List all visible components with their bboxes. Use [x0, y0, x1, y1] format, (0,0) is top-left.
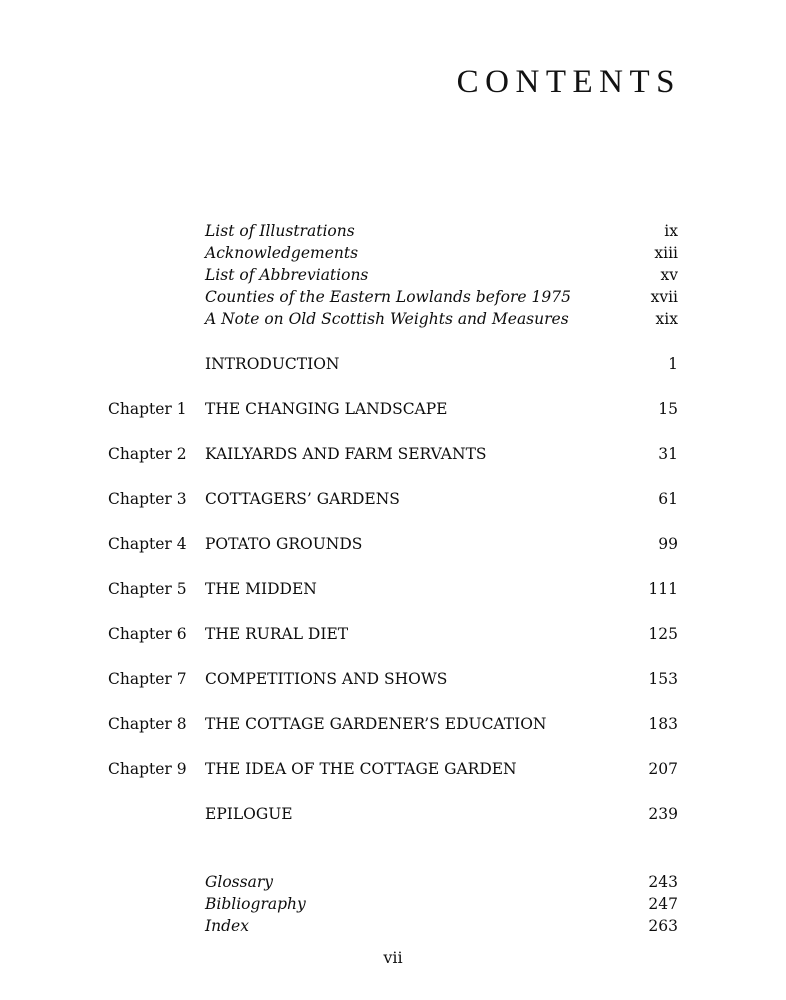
entry-page-number: 99 — [658, 535, 678, 553]
back-matter-group — [108, 875, 678, 941]
entry-page-number: 153 — [648, 670, 678, 688]
entry-title: List of Abbreviations — [205, 266, 369, 284]
entry-title: A Note on Old Scottish Weights and Measures — [205, 310, 569, 328]
entry-title: THE MIDDEN — [205, 580, 317, 598]
entry-page-number: 263 — [648, 917, 678, 935]
entry-label: Chapter 3 — [108, 490, 187, 508]
list-item-chapter[interactable] — [108, 447, 678, 492]
entry-title: INTRODUCTION — [205, 355, 340, 373]
section-spacer — [108, 852, 678, 875]
list-item[interactable] — [108, 897, 678, 919]
entry-title: Index — [205, 917, 249, 935]
entry-page-number: 125 — [648, 625, 678, 643]
entry-label: Chapter 4 — [108, 535, 187, 553]
list-item-chapter[interactable] — [108, 402, 678, 447]
entry-title: Bibliography — [205, 895, 306, 913]
section-spacer — [108, 334, 678, 357]
entry-page-number: ix — [664, 222, 678, 240]
entry-title: THE COTTAGE GARDENER’S EDUCATION — [205, 715, 547, 733]
list-item-chapter[interactable] — [108, 492, 678, 537]
entry-page-number: 31 — [658, 445, 678, 463]
list-item[interactable] — [108, 268, 678, 290]
entry-title: Glossary — [205, 873, 273, 891]
list-item[interactable] — [108, 224, 678, 246]
entry-title: COTTAGERS’ GARDENS — [205, 490, 400, 508]
entry-page-number: 239 — [648, 805, 678, 823]
list-item-chapter[interactable] — [108, 627, 678, 672]
entry-title: KAILYARDS AND FARM SERVANTS — [205, 445, 487, 463]
entry-title: THE CHANGING LANDSCAPE — [205, 400, 448, 418]
entry-title: EPILOGUE — [205, 805, 293, 823]
page-folio: vii — [383, 948, 403, 967]
list-item-chapter[interactable] — [108, 762, 678, 807]
list-item-chapter[interactable] — [108, 717, 678, 762]
entry-title: THE RURAL DIET — [205, 625, 349, 643]
entry-label: Chapter 1 — [108, 400, 187, 418]
list-item-chapter[interactable] — [108, 582, 678, 627]
table-of-contents — [108, 224, 678, 941]
entry-title: Acknowledgements — [205, 244, 359, 262]
list-item[interactable] — [108, 312, 678, 334]
page-title: CONTENTS — [456, 64, 681, 100]
entry-page-number: 247 — [648, 895, 678, 913]
entry-label: Chapter 9 — [108, 760, 187, 778]
chapter-list-group — [108, 357, 678, 852]
entry-label: Chapter 7 — [108, 670, 187, 688]
entry-label: Chapter 6 — [108, 625, 187, 643]
entry-page-number: 61 — [658, 490, 678, 508]
entry-page-number: xv — [660, 266, 678, 284]
entry-title: COMPETITIONS AND SHOWS — [205, 670, 448, 688]
list-item[interactable] — [108, 246, 678, 268]
entry-title: POTATO GROUNDS — [205, 535, 363, 553]
entry-page-number: 243 — [648, 873, 678, 891]
entry-label: Chapter 2 — [108, 445, 187, 463]
entry-title: List of Illustrations — [205, 222, 355, 240]
list-item[interactable] — [108, 919, 678, 941]
entry-title: Counties of the Eastern Lowlands before 1975 — [205, 288, 571, 306]
entry-page-number: xix — [655, 310, 678, 328]
front-matter-group — [108, 224, 678, 334]
entry-page-number: 183 — [648, 715, 678, 733]
entry-label: Chapter 5 — [108, 580, 187, 598]
list-item[interactable] — [108, 875, 678, 897]
list-item-chapter[interactable] — [108, 672, 678, 717]
entry-page-number: 207 — [648, 760, 678, 778]
entry-page-number: xvii — [650, 288, 678, 306]
entry-page-number: 111 — [648, 580, 678, 598]
entry-page-number: 1 — [668, 355, 678, 373]
entry-page-number: xiii — [654, 244, 678, 262]
entry-page-number: 15 — [658, 400, 678, 418]
list-item-chapter[interactable] — [108, 537, 678, 582]
entry-title: THE IDEA OF THE COTTAGE GARDEN — [205, 760, 517, 778]
list-item-introduction[interactable] — [108, 357, 678, 402]
list-item-epilogue[interactable] — [108, 807, 678, 852]
list-item[interactable] — [108, 290, 678, 312]
entry-label: Chapter 8 — [108, 715, 187, 733]
